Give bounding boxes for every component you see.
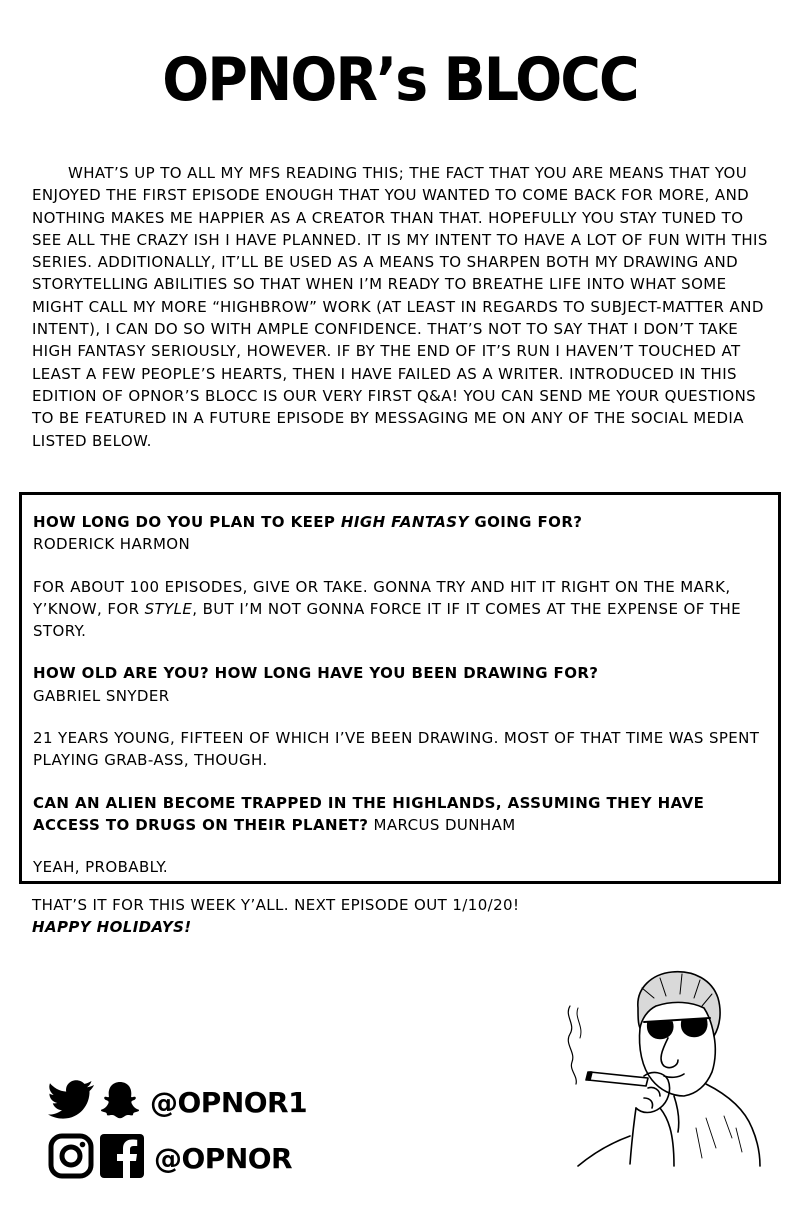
social-handle[interactable]: @OPNOR <box>154 1141 293 1175</box>
holiday-greeting: HAPPY HOLIDAYS! <box>32 918 192 937</box>
qa-item-2 <box>33 662 768 771</box>
question: CAN AN ALIEN BECOME TRAPPED IN THE HIGHLANDS, ASSUMING THEY HAVE ACCESS TO DRUGS ON THEIR PLANET? <box>33 793 705 834</box>
facebook-icon[interactable] <box>100 1133 144 1184</box>
answer-italic-word: STYLE <box>144 599 193 618</box>
answer: 21 YEARS YOUNG, FIFTEEN OF WHICH I’VE BEEN DRAWING. MOST OF THAT TIME WAS SPENT PLAYING GRAB-ASS, THOUGH. <box>33 729 760 770</box>
answer: FOR ABOUT 100 EPISODES, GIVE OR TAKE. GONNA TRY AND HIT IT RIGHT ON THE MARK, Y’KNOW, FOR STYLE, BUT I’M NOT GONNA FORCE IT IF IT COMES AT THE EXPENSE OF THE STORY. <box>33 577 742 641</box>
social-row-1 <box>48 1074 307 1130</box>
qa-box <box>19 492 781 884</box>
asker-name: MARCUS DUNHAM <box>373 815 516 834</box>
smoking-man-portrait-icon <box>556 968 770 1168</box>
social-handle[interactable]: @OPNOR1 <box>150 1085 308 1119</box>
page-title: OPNOR’s BLOCC <box>162 45 638 115</box>
social-row-2 <box>48 1130 307 1186</box>
snapchat-icon[interactable] <box>100 1080 140 1125</box>
asker-name: RODERICK HARMON <box>33 535 191 554</box>
question: HOW LONG DO YOU PLAN TO KEEP HIGH FANTASY GOING FOR? <box>33 513 583 531</box>
question-italic-title: HIGH FANTASY <box>340 513 469 531</box>
asker-name: GABRIEL SNYDER <box>33 686 170 705</box>
qa-item-3 <box>33 792 768 879</box>
outro <box>32 894 777 939</box>
qa-item-1 <box>33 511 768 642</box>
answer: YEAH, PROBABLY. <box>33 858 169 877</box>
social-links <box>48 1074 307 1186</box>
twitter-icon[interactable] <box>48 1080 94 1125</box>
question: HOW OLD ARE YOU? HOW LONG HAVE YOU BEEN DRAWING FOR? <box>33 664 599 683</box>
question-with-asker <box>33 792 768 837</box>
outro-text: THAT’S IT FOR THIS WEEK Y’ALL. NEXT EPISODE OUT 1/10/20! <box>32 896 520 914</box>
instagram-icon[interactable] <box>48 1133 94 1184</box>
intro-paragraph: WHAT’S UP TO ALL MY MFS READING THIS; THE FACT THAT YOU ARE MEANS THAT YOU ENJOYED THE FIRST EPISODE ENOUGH THAT YOU WANTED TO COME BACK FOR MORE, AND NOTHING MAKES ME HAPPIER AS A CREATOR THAN THAT. HOPEFULLY YOU STAY TUNED TO SEE ALL THE CRAZY ISH I HAVE PLANNED. IT IS MY INTENT TO HAVE A LOT OF FUN WITH THIS SERIES. ADDITIONALLY, IT’LL BE USED AS A MEANS TO SHARPEN BOTH MY DRAWING AND STORYTELLING ABILITIES SO THAT WHEN I’M READY TO BREATHE LIFE INTO WHAT SOME MIGHT CALL MY MORE “HIGHBROW” WORK (AT LEAST IN REGARDS TO SUBJECT-MATTER AND INTENT), I CAN DO SO WITH AMPLE CONFIDENCE. THAT’S NOT TO SAY THAT I DON’T TAKE HIGH FANTASY SERIOUSLY, HOWEVER. IF BY THE END OF IT’S RUN I HAVEN’T TOUCHED AT LEAST A FEW PEOPLE’S HEARTS, THEN I HAVE FAILED AS A WRITER. INTRODUCED IN THIS EDITION OF OPNOR’S BLOCC IS OUR VERY FIRST Q&A! YOU CAN SEND ME YOUR QUESTIONS TO BE FEATURED IN A FUTURE EPISODE BY MESSAGING ME ON ANY OF THE SOCIAL MEDIA LISTED BELOW. <box>32 164 768 450</box>
